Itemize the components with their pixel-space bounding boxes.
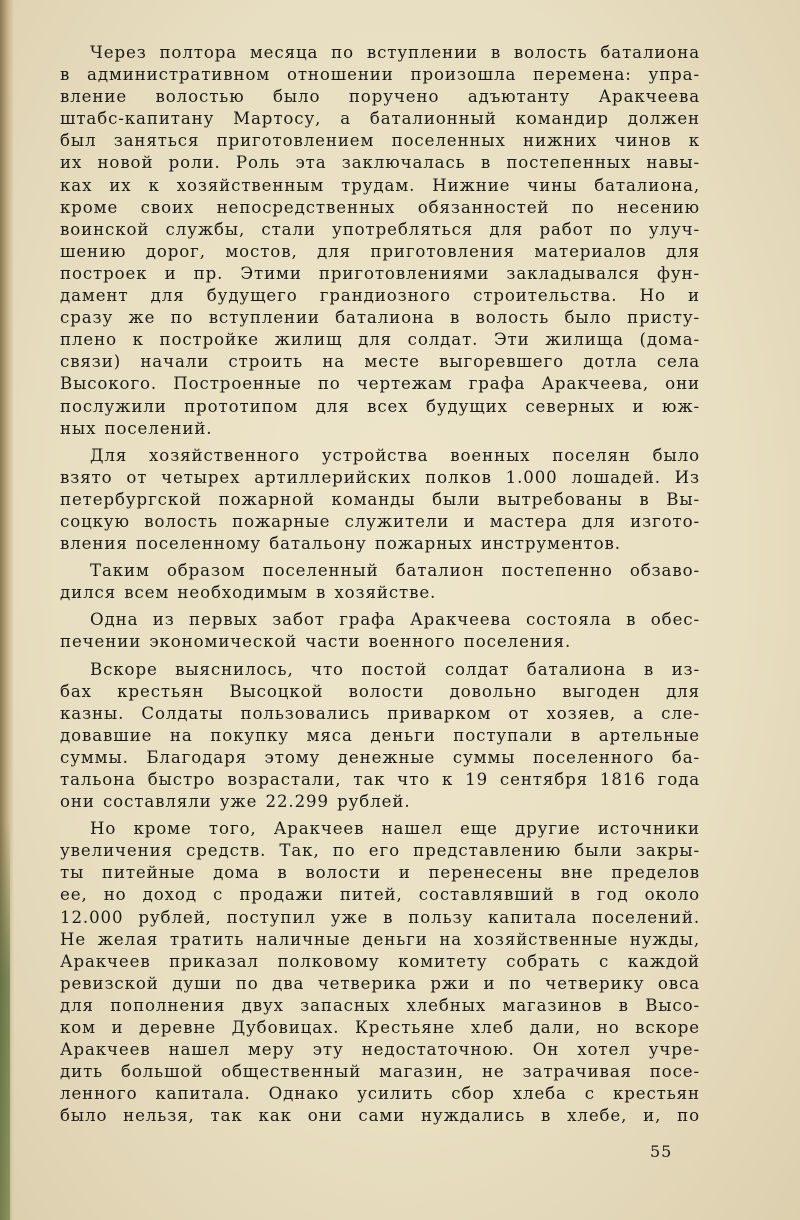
text-line: дился всем необходимым в хозяйстве. xyxy=(60,583,437,603)
text-line: ках их к хозяйственным трудам. Нижние чины баталиона, xyxy=(60,175,700,195)
text-line: дамент для будущего грандиозного строительства. Но и xyxy=(60,286,700,306)
text-line: в административном отношении произошла перемена: упра- xyxy=(60,65,700,85)
text-line: сразу же по вступлении баталиона в волость было присту- xyxy=(60,308,700,328)
text-line: Аракчеев нашел меру эту недостаточною. Он хотел учре- xyxy=(60,1040,700,1060)
text-line: штабс-капитану Мартосу, а баталионный командир должен xyxy=(60,109,700,129)
text-line: 12.000 рублей, поступил уже в пользу капитала поселений. xyxy=(60,907,700,927)
body-text xyxy=(60,42,700,1133)
text-line: Для хозяйственного устройства военных поселян было xyxy=(90,445,700,465)
text-line: был заняться приготовлением поселенных нижних чинов к xyxy=(60,131,700,151)
text-line: для пополнения двух запасных хлебных магазинов в Высо- xyxy=(60,995,700,1015)
paragraph xyxy=(60,818,700,1127)
paragraph xyxy=(60,445,700,555)
text-line: ных поселений. xyxy=(60,418,213,438)
text-line: послужили прототипом для всех будущих северных и юж- xyxy=(60,396,700,416)
text-line: Не желая тратить наличные деньги на хозяйственные нужды, xyxy=(60,929,700,949)
text-line: воинской службы, стали употребляться для работ по улуч- xyxy=(60,219,700,239)
text-line: казны. Солдаты пользовались приварком от хозяев, а сле- xyxy=(60,703,700,723)
text-line: ленного капитала. Однако усилить сбор хлеба с крестьян xyxy=(60,1084,700,1104)
text-line: шению дорог, мостов, для приготовления материалов для xyxy=(60,241,700,261)
paragraph xyxy=(60,42,700,440)
page-binding-edge xyxy=(0,820,10,1220)
paragraph xyxy=(60,609,700,653)
text-line: довавшие на покупку мяса деньги поступали в артельные xyxy=(60,725,700,745)
text-line: вления поселенному батальону пожарных инструментов. xyxy=(60,534,621,554)
text-line: суммы. Благодаря этому денежные суммы поселенного ба- xyxy=(60,747,700,767)
text-line: тальона быстро возрастали, так что к 19 сентября 1816 года xyxy=(60,770,700,789)
text-line: Но кроме того, Аракчеев нашел еще другие источники xyxy=(90,819,700,839)
text-line: Одна из первых забот графа Аракчеева состояла в обес- xyxy=(90,610,700,630)
text-line: бах крестьян Высоцкой волости довольно выгоден для xyxy=(60,681,700,701)
text-line: Аракчеев приказал полковому комитету собрать с каждой xyxy=(60,951,700,971)
text-line: они составляли уже 22.299 рублей. xyxy=(60,792,411,812)
text-line: увеличения средств. Так, по его представлению были закры- xyxy=(60,841,700,861)
text-line: Высокого. Построенные по чертежам графа Аракчеева, они xyxy=(60,374,700,394)
text-line: петербургской пожарной команды были вытребованы в Вы- xyxy=(60,489,700,509)
text-line: вление волостью было поручено адъютанту Аракчеева xyxy=(60,87,700,107)
text-line: построек и пр. Этими приготовлениями закладывался фун- xyxy=(60,263,700,283)
page-number: 55 xyxy=(650,1142,673,1161)
text-line: кроме своих непосредственных обязанностей по несению xyxy=(60,197,700,217)
text-line: Через полтора месяца по вступлении в волость баталиона xyxy=(90,43,700,62)
text-line: ревизской души по два четверика ржи и по четверику овса xyxy=(60,973,700,993)
text-line: ком и деревне Дубовицах. Крестьяне хлеб дали, но вскоре xyxy=(60,1018,700,1038)
text-line: дить большой общественный магазин, не затрачивая посе- xyxy=(60,1062,700,1082)
text-line: было нельзя, так как они сами нуждались в хлебе, и, по xyxy=(60,1106,700,1126)
text-line: их новой роли. Роль эта заключалась в постепенных навы- xyxy=(60,153,700,173)
text-line: ее, но доход с продажи питей, составлявший в год около xyxy=(60,885,700,905)
text-line: Таким образом поселенный баталион постепенно обзаво- xyxy=(90,561,700,581)
text-line: Вскоре выяснилось, что постой солдат баталиона в из- xyxy=(90,659,700,679)
text-line: печении экономической части военного поселения. xyxy=(60,632,572,652)
text-line: плено к постройке жилищ для солдат. Эти жилища (дома- xyxy=(60,330,700,350)
text-line: ты питейные дома в волости и перенесены вне пределов xyxy=(60,863,700,883)
text-line: взято от четырех артиллерийских полков 1.000 лошадей. Из xyxy=(60,467,700,487)
paragraph xyxy=(60,560,700,604)
text-line: соцкую волость пожарные служители и мастера для изгото- xyxy=(60,511,700,531)
paragraph xyxy=(60,659,700,814)
text-line: связи) начали строить на месте выгоревшего дотла села xyxy=(60,352,700,372)
